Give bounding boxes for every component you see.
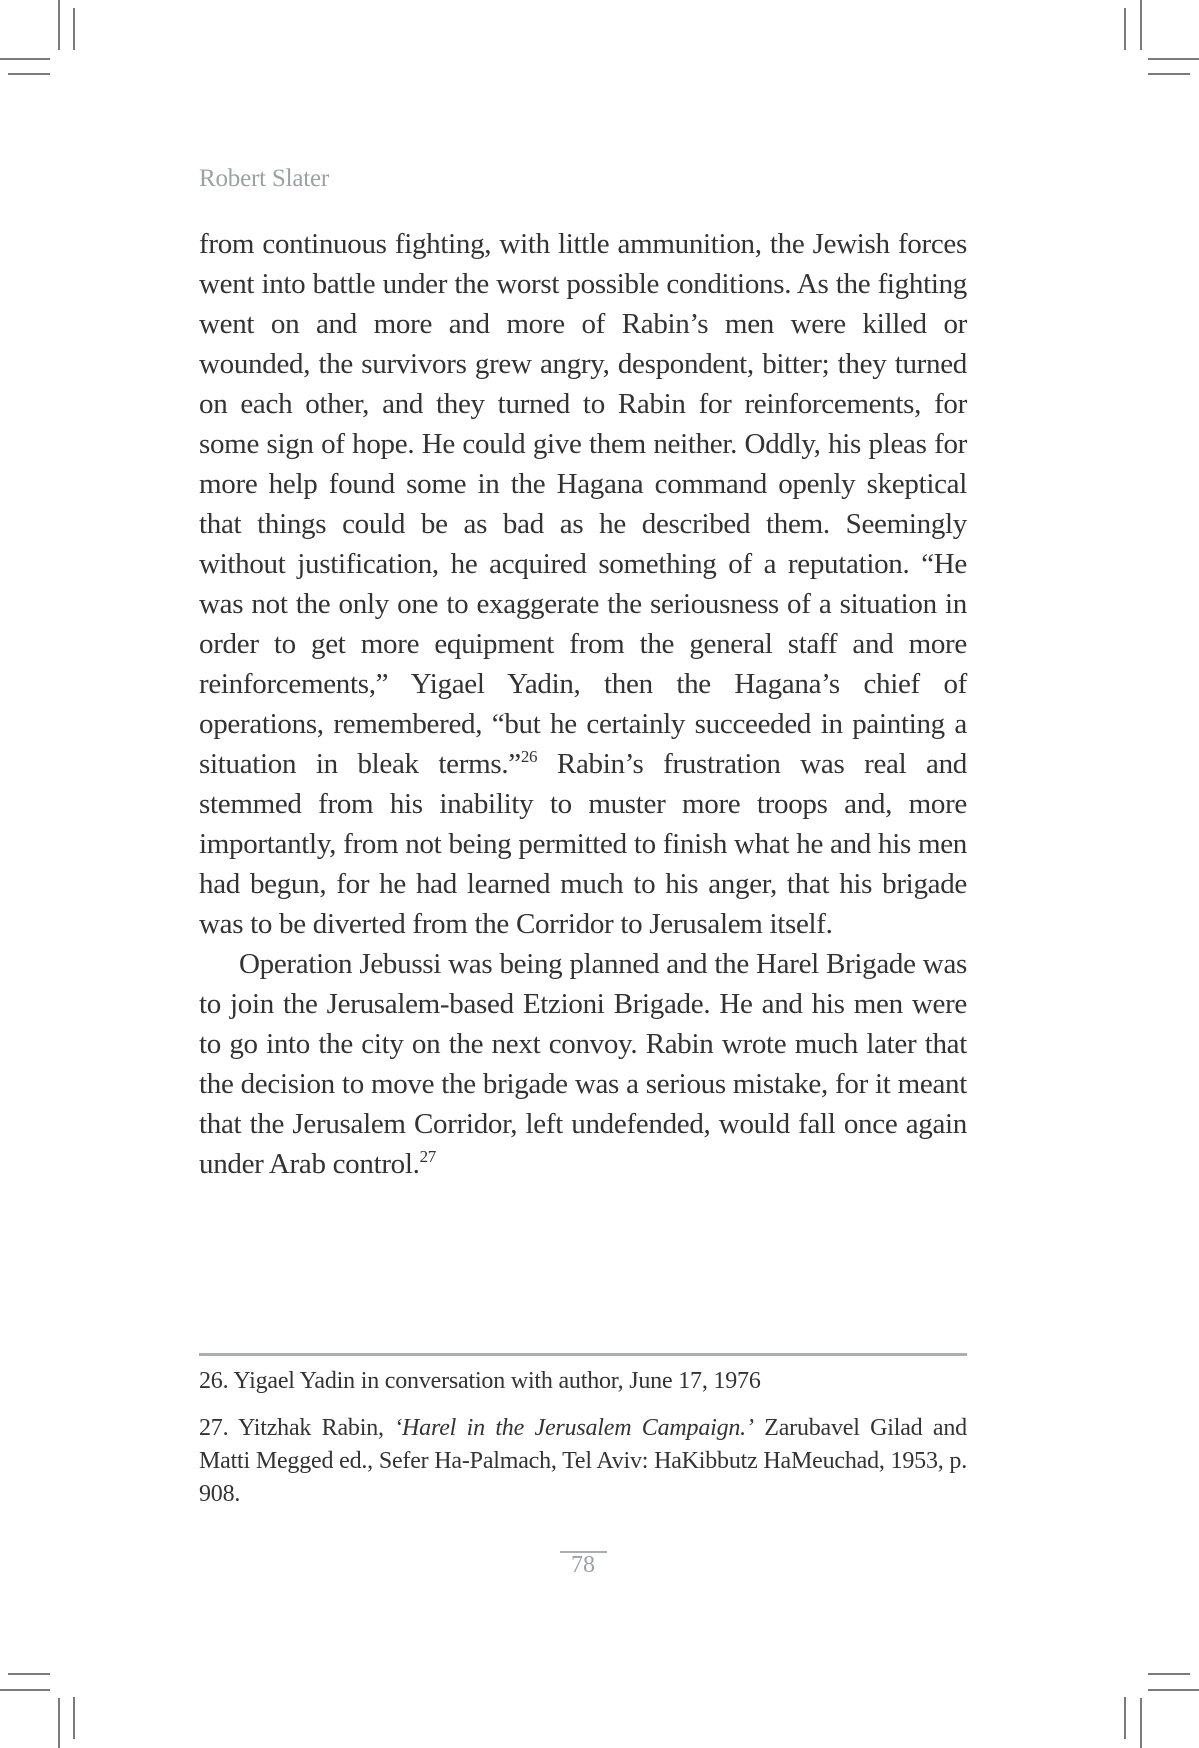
crop-mark-top-right-horizontal-inner (1148, 73, 1190, 75)
crop-mark-top-right-vertical-inner (1124, 8, 1126, 50)
crop-mark-bottom-left-vertical-inner (73, 1697, 75, 1739)
crop-mark-bottom-right-horizontal-outer (1148, 1689, 1199, 1691)
footnotes (199, 1365, 967, 1525)
footnote-text: Zarubavel Gilad and Matti Megged ed., Sefer Ha-Palmach, Tel Aviv: HaKibbutz HaMeuchad, 1953, p. 908. (199, 1415, 967, 1507)
crop-mark-top-left-horizontal-inner (8, 73, 50, 75)
crop-mark-top-left-vertical-inner (73, 8, 75, 50)
footnote-27 (199, 1412, 967, 1511)
body-paragraph-2 (199, 944, 967, 1184)
crop-mark-bottom-right-vertical-inner (1124, 1697, 1126, 1739)
footnote-work-title: ‘Harel in the Jerusalem Campaign.’ (394, 1415, 754, 1441)
crop-mark-bottom-right-horizontal-inner (1148, 1673, 1190, 1675)
running-head-author: Robert Slater (199, 165, 330, 192)
crop-mark-bottom-left-horizontal-inner (8, 1673, 50, 1675)
body-paragraph-1 (199, 224, 967, 944)
footnote-text: Yigael Yadin in conversation with author, June 17, 1976 (228, 1368, 761, 1394)
footnote-number: 26. (199, 1368, 229, 1394)
footnote-26 (199, 1365, 967, 1398)
crop-mark-bottom-left-horizontal-outer (0, 1689, 50, 1691)
footnote-ref-26[interactable]: 26 (520, 747, 538, 766)
crop-mark-top-left-horizontal-outer (0, 58, 50, 60)
body-text (199, 224, 967, 1184)
crop-mark-top-right-vertical-outer (1140, 0, 1142, 50)
footnote-ref-27[interactable]: 27 (419, 1147, 436, 1166)
footnote-number: 27. (199, 1415, 229, 1441)
crop-mark-top-right-horizontal-outer (1148, 58, 1199, 60)
page-number: 78 (571, 1552, 595, 1578)
paragraph-text: Operation Jebussi was being planned and the Harel Brigade was to join the Jerusalem-based Etzioni Brigade. He and his men were to go into the city on the next convoy. Rabin wrote much later that the decision to move the brigade was a serious mistake, for it meant that the Jerusalem Corridor, left undefended, would fall once again under Arab control. (199, 948, 967, 1180)
footnote-author: Yitzhak Rabin, (228, 1415, 395, 1441)
crop-mark-bottom-left-vertical-outer (58, 1698, 60, 1748)
crop-mark-bottom-right-vertical-outer (1140, 1698, 1142, 1748)
paragraph-text: Rabin’s frustration was real and stemmed from his inability to muster more troops and, more importantly, from not being permitted to finish what he and his men had begun, for he had learned much to his anger, that his brigade was to be diverted from the Corridor to Jerusalem itself. (199, 748, 967, 940)
crop-mark-top-left-vertical-outer (58, 0, 60, 50)
footnote-separator-rule (199, 1353, 967, 1356)
paragraph-text: from continuous fighting, with little ammunition, the Jewish forces went into battle under the worst possible conditions. As the fighting went on and more and more of Rabin’s men were killed or wounded, the survivors grew angry, despondent, bitter; they turned on each other, and they turned to Rabin for reinforcements, for some sign of hope. He could give them neither. Oddly, his pleas for more help found some in the Hagana command openly skeptical that things could be as bad as he described them. Seemingly without justification, he acquired something of a reputation. “He was not the only one to exaggerate the seriousness of a situation in order to get more equipment from the general staff and more reinforcements,” Yigael Yadin, then the Hagana’s chief of operations, remembered, “but he certainly succeeded in painting a situation in bleak terms.” (199, 228, 967, 780)
